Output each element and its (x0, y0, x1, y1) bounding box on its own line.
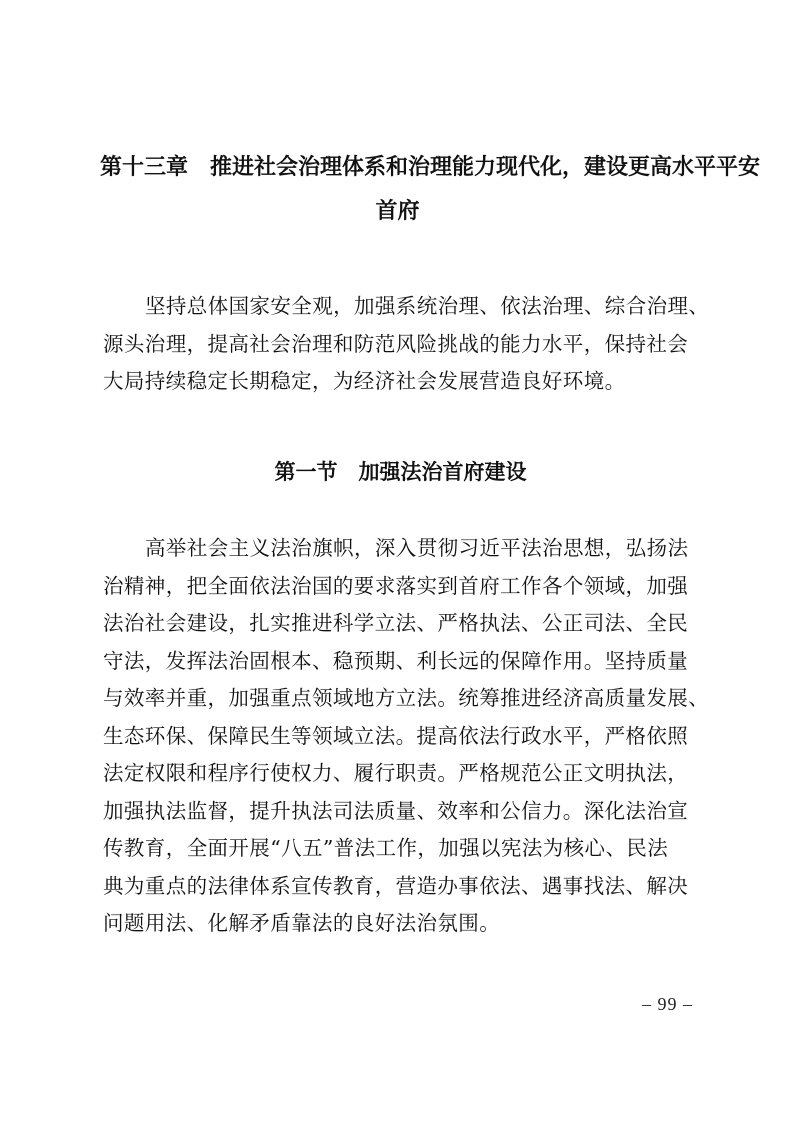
chapter-title-line-2: 首府 (375, 199, 420, 224)
section-paragraph-line: 法治社会建设，扎实推进科学立法、严格执法、公正司法、全民 (103, 611, 689, 635)
section-paragraph-line: 与效率并重，加强重点领域地方立法。统筹推进经济高质量发展、 (103, 686, 710, 710)
section-title (0, 452, 793, 492)
section-paragraph-line: 加强执法监督，提升执法司法质量、效率和公信力。深化法治宣 (103, 798, 689, 823)
section-paragraph-line: 典为重点的法律体系宣传教育，营造办事依法、遇事找法、解决 (103, 873, 689, 898)
section-paragraph-line: 问题用法、化解矛盾靠法的良好法治氛围。 (103, 911, 501, 935)
intro-paragraph-line: 源头治理，提高社会治理和防范风险挑战的能力水平，保持社会 (103, 331, 689, 356)
section-paragraph-line: 传教育，全面开展“八五”普法工作，加强以宪法为核心、民法 (103, 836, 669, 860)
section-paragraph-line: 生态环保、保障民生等领域立法。提高依法行政水平，严格依照 (103, 723, 689, 748)
section-title-text: 第一节 加强法治首府建设 (274, 460, 527, 484)
intro-paragraph-line: 坚持总体国家安全观，加强系统治理、依法治理、综合治理、 (145, 294, 710, 318)
intro-paragraph-line: 大局持续稳定长期稳定，为经济社会发展营造良好环境。 (103, 369, 626, 393)
page-number: – 99 – (642, 994, 693, 1014)
section-paragraph-line: 守法，发挥法治固根本、稳预期、利长远的保障作用。坚持质量 (103, 648, 689, 673)
intro-paragraph (103, 288, 710, 401)
section-paragraph-line: 高举社会主义法治旗帜，深入贯彻习近平法治思想，弘扬法 (145, 536, 689, 560)
section-paragraph (103, 530, 710, 943)
section-paragraph-line: 法定权限和程序行使权力、履行职责。严格规范公正文明执法， (103, 761, 689, 785)
section-paragraph-line: 治精神，把全面依法治国的要求落实到首府工作各个领域，加强 (103, 573, 689, 598)
chapter-title (100, 146, 761, 234)
chapter-title-line-1: 第十三章 推进社会治理体系和治理能力现代化，建设更高水平平安 (100, 155, 761, 180)
